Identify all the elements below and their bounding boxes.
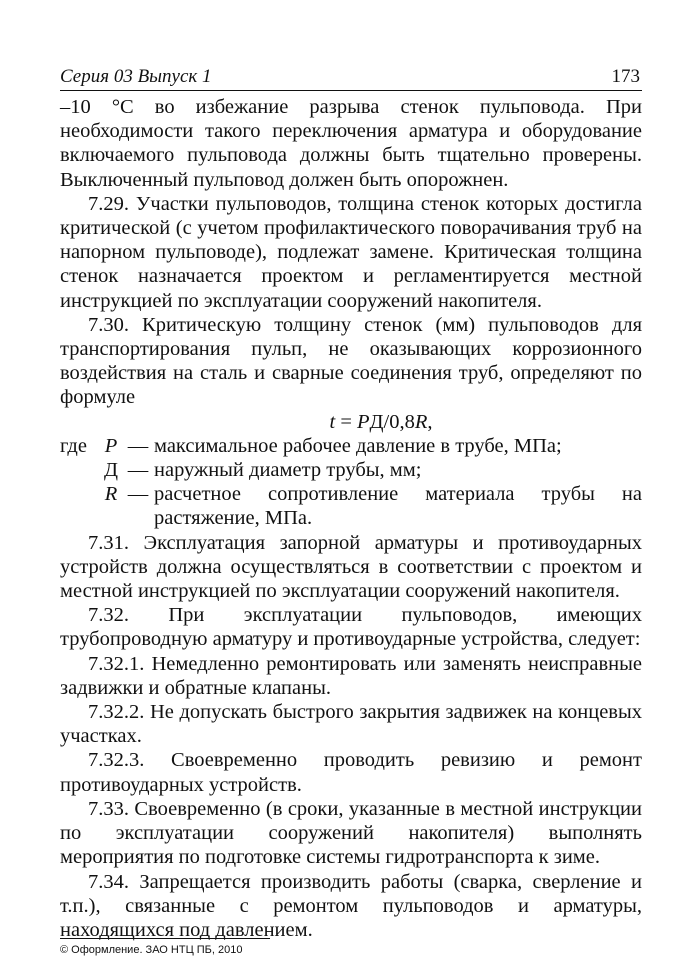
document-page (60, 58, 642, 942)
paragraph-7-32-3: 7.32.3. Своевременно проводить ревизию и ремонт противоударных устройств. (60, 749, 642, 796)
series-title: Серия 03 Выпуск 1 (60, 66, 212, 87)
definition-dash: — (127, 434, 149, 457)
formula-d: Д/0,8 (369, 410, 415, 433)
copyright-notice: © Оформление. ЗАО НТЦ ПБ, 2010 (60, 944, 243, 956)
paragraph-7-33: 7.33. Своевременно (в сроки, указанные в местной инструкции по эксплуатации сооружений накопителя) выполнять мероприятия по подготовке системы гидротранспорта к зиме. (60, 797, 642, 869)
definition-symbol: R (104, 483, 118, 506)
definition-text: расчетное сопротивление материала трубы на растяжение, МПа. (154, 483, 642, 530)
formula-tail: , (427, 410, 433, 433)
paragraph-7-32-1: 7.32.1. Немедленно ремонтировать или заменять неисправные задвижки и обратные клапаны. (60, 652, 642, 699)
page-number: 173 (611, 66, 640, 87)
definition-text: наружный диаметр трубы, мм; (154, 459, 422, 482)
where-label: где (60, 434, 87, 457)
paragraph-7-34: 7.34. Запрещается производить работы (сварка, сверление и т.п.), связанные с ремонтом пульповодов и арматуры, находящихся под давлением. (60, 870, 642, 941)
footer-divider (60, 938, 270, 939)
definition-symbol: P (104, 434, 118, 457)
formula (60, 410, 642, 434)
page-footer (60, 938, 360, 956)
paragraph-7-30: 7.30. Критическую толщину стенок (мм) пульповодов для транспортирования пульп, не оказывающих коррозионного воздействия на сталь и сварные соединения труб, определяют по формуле (60, 313, 642, 409)
running-header (60, 58, 642, 91)
paragraph-continuation: –10 °С во избежание разрыва стенок пульповода. При необходимости такого переключения арматура и оборудование включаемого пульповода должны быть тщательно проверены. Выключенный пульповод должен быть опорожнен. (60, 96, 642, 191)
formula-p: P (357, 410, 370, 433)
definition-text: максимальное рабочее давление в трубе, МПа; (154, 434, 562, 457)
paragraph-7-29: 7.29. Участки пульповодов, толщина стенок которых достигла критической (с учетом профилактического поворачивания труб на напорном пульповоде), подлежат замене. Критическая толщина стенок назначается проектом и регламентируется местной инструкцией по эксплуатации сооружений накопителя. (60, 192, 642, 312)
paragraph-7-32: 7.32. При эксплуатации пульповодов, имеющих трубопроводную арматуру и противоударные устройства, следует: (60, 604, 642, 651)
definitions-list (60, 434, 642, 531)
definition-symbol: Д (104, 459, 118, 482)
formula-eq: = (335, 410, 357, 433)
definition-dash: — (127, 483, 149, 506)
paragraph-7-32-2: 7.32.2. Не допускать быстрого закрытия задвижек на концевых участках. (60, 701, 642, 748)
formula-r: R (414, 410, 428, 433)
document-body (60, 95, 642, 942)
paragraph-7-31: 7.31. Эксплуатация запорной арматуры и противоударных устройств должна осуществляться в соответствии с проектом и местной инструкцией по эксплуатации сооружений накопителя. (60, 531, 642, 603)
definition-dash: — (127, 459, 149, 482)
formula-lhs: t (329, 410, 336, 433)
